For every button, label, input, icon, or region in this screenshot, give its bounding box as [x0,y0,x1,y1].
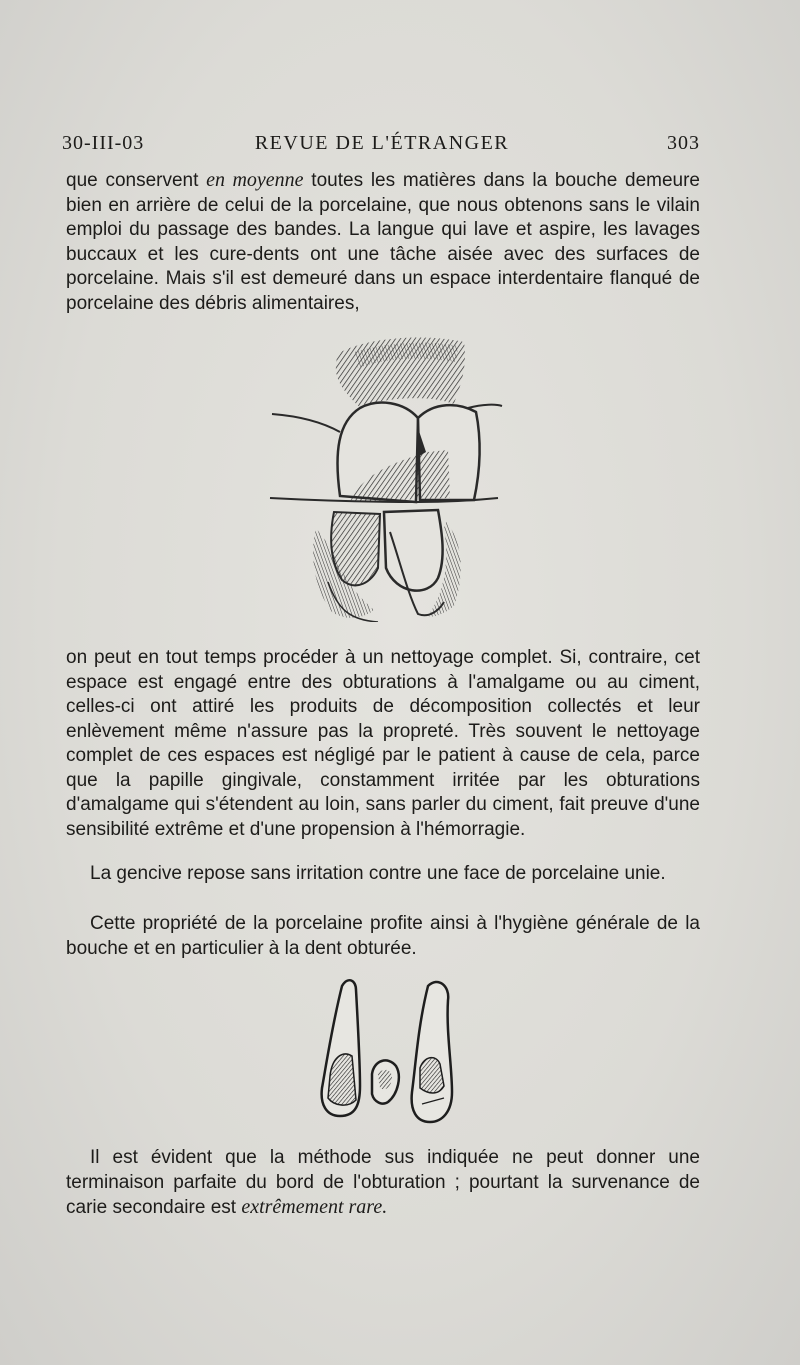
paragraph-2: on peut en tout temps procéder à un nettoyage complet. Si, contraire, cet espace est engagé entre des obturations à l'amalgame ou au ciment, celles-ci ont attiré les produits de décomposition collectés et leur enlèvement même n'assure pas la propreté. Très souvent le nettoyage complet de ces espaces est négligé par le patient à cause de cela, parce que la papille gingivale, constamment irritée par les obturations d'amalgame qui s'étendent au loin, sans parler du ciment, fait preuve d'une sensibilité extrême et d'une propension à l'hémorragie. [66,647,700,840]
paragraph-3: La gencive repose sans irritation contre une face de porcelaine unie. [90,863,666,884]
paragraph-4: Cette propriété de la porcelaine profite ainsi à l'hygiène générale de la bouche et en particulier à la dent obturée. [66,913,700,959]
header-date: 30-III-03 [62,132,145,154]
filled-teeth-illustration [312,976,462,1130]
page-number: 303 [667,132,700,154]
paragraph-1 [66,168,700,316]
paragraph-1-start: que conservent [66,170,207,191]
paragraph-1-emphasis: en moyenne [206,169,304,191]
paragraph-5-emphasis: extrêmement rare. [241,1196,388,1218]
paragraph-5-text: Il est évident que la méthode sus indiquée ne peut donner une terminaison parfaite du bord de l'obturation ; pourtant la survenance de carie secondaire est [66,1147,700,1218]
paragraph-1-rest: toutes les matières dans la bouche demeure bien en arrière de celui de la porcelaine, que nous obtenons sans le vilain emploi du passage des bandes. La langue qui lave et aspire, les lavages buccaux et les cure-dents ont une tâche aisée avec des surfaces de porcelaine. Mais s'il est demeuré dans un espace interdentaire flanqué de porcelaine des débris alimentaires, [66,170,700,314]
page-header [62,126,702,156]
running-title: REVUE DE L'ÉTRANGER [254,132,510,154]
incisors-illustration [268,332,504,622]
paragraph-5 [66,1146,700,1221]
